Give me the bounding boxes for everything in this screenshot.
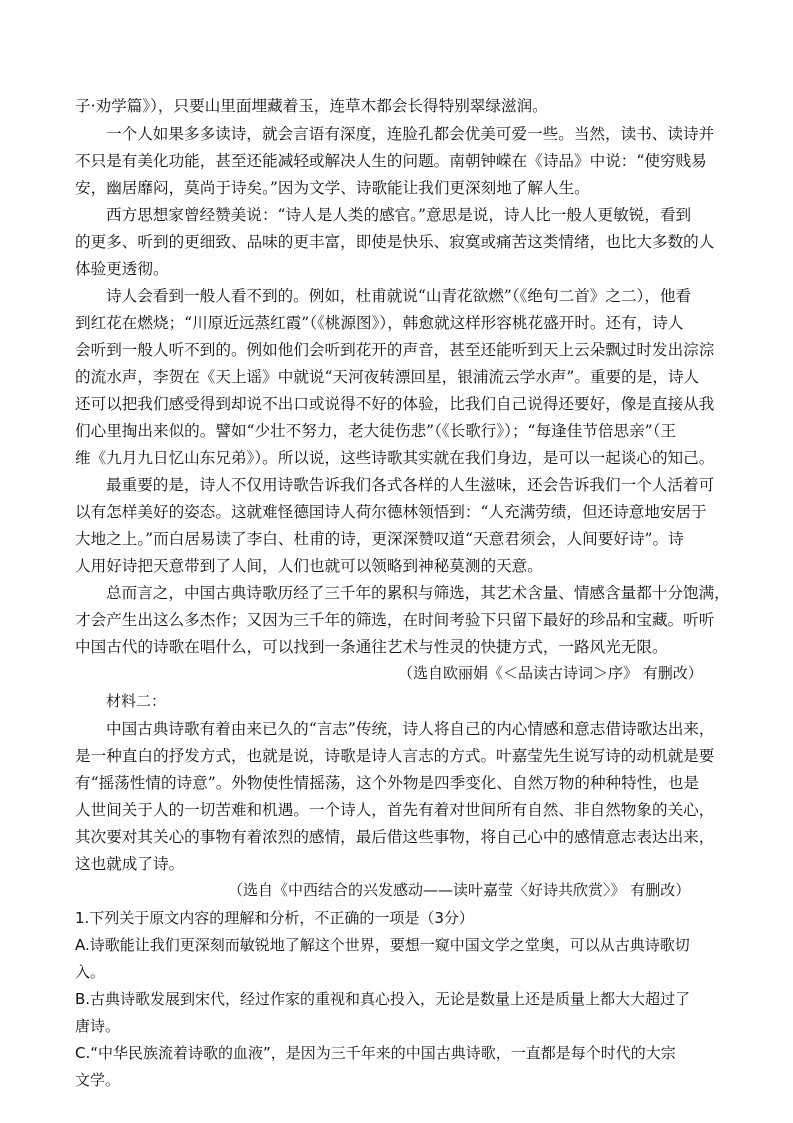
option-a-continued: 入。 xyxy=(75,963,106,981)
source-citation: （选自《中西结合的兴发感动——读叶嘉莹〈好诗共欣赏〉》 有删改） xyxy=(228,881,691,899)
paragraph-line: 有“摇荡性情的诗意”。外物使性情摇荡，这个外物是四季变化、自然万物的种种特性，也是 xyxy=(75,774,700,792)
paragraph-line: 不只是有美化功能，甚至还能减轻或解决人生的问题。南朝钟嵘在《诗品》中说：“使穷贱易 xyxy=(75,152,707,170)
paragraph-line: 的流水声，李贺在《天上谣》中就说“天河夜转漂回星，银浦流云学水声”。重要的是，诗人 xyxy=(75,368,700,386)
paragraph-line: 的更多、听到的更细致、品味的更丰富，即使是快乐、寂寞或痛苦这类情绪，也比大多数的人 xyxy=(75,233,715,251)
paragraph-line: 大地之上。”而白居易读了李白、杜甫的诗，更深深赞叹道“天意君须会，人间要好诗”。诗 xyxy=(75,530,684,548)
paragraph-line: 维《九月九日忆山东兄弟》）。所以说，这些诗歌其实就在我们身边，是可以一起谈心的知己。 xyxy=(75,449,715,467)
paragraph-line: 最重要的是，诗人不仅用诗歌告诉我们各式各样的人生滋味，还会告诉我们一个人活着可 xyxy=(106,476,715,494)
paragraph-line: 体验更透彻。 xyxy=(75,260,169,278)
paragraph-line: 还可以把我们感受得到却说不出口或说得不好的体验，比我们自己说得还要好，像是直接从我 xyxy=(75,395,715,413)
paragraph-line: 到红花在燃烧；“川原近远蒸红霞”（《桃源图》），韩愈就这样形容桃花盛开时。还有，诗人 xyxy=(75,314,684,332)
section-label: 材料二： xyxy=(106,692,167,710)
paragraph-line: 总而言之，中国古典诗歌历经了三千年的累积与筛选，其艺术含量、情感含量都十分饱满， xyxy=(106,584,730,602)
paragraph-line: 中国古典诗歌有着由来已久的“言志”传统，诗人将自己的内心情感和意志借诗歌达出来， xyxy=(106,720,715,738)
question-stem: 1.下列关于原文内容的理解和分析，不正确的一项是（3分） xyxy=(75,909,474,927)
paragraph-line: 会听到一般人听不到的。例如他们会听到花开的声音，甚至还能听到天上云朵飘过时发出淙淙 xyxy=(75,341,715,359)
paragraph-line: 诗人会看到一般人看不到的。例如，杜甫就说“山青花欲燃”（《绝句二首》之二），他看 xyxy=(106,287,692,305)
paragraph-line: 人世间关于人的一切苦难和机遇。一个诗人，首先有着对世间所有自然、非自然物象的关心， xyxy=(75,801,715,819)
paragraph-line: 安，幽居靡闷，莫尚于诗矣。”因为文学、诗歌能让我们更深刻地了解人生。 xyxy=(75,179,590,197)
paragraph-line: 们心里掏出来似的。譬如“少壮不努力，老大徒伤悲”（《长歌行》）；“每逢佳节倍思亲”（王 xyxy=(75,422,677,440)
paragraph-line: 子·劝学篇》），只要山里面埋藏着玉，连草木都会长得特别翠绿滋润。 xyxy=(75,97,548,115)
paragraph-line: 这也就成了诗。 xyxy=(75,855,185,873)
paragraph-line: 中国古代的诗歌在唱什么，可以找到一条通往艺术与性灵的快捷方式，一路风光无限。 xyxy=(75,638,668,656)
paragraph-line: 西方思想家曾经赞美说：“诗人是人类的感官。”意思是说，诗人比一般人更敏锐，看到 xyxy=(106,206,692,224)
paragraph-line: 是一种直白的抒发方式，也就是说，诗歌是诗人言志的方式。叶嘉莹先生说写诗的动机就是要 xyxy=(75,747,715,765)
paragraph-line: 以有怎样美好的姿态。这就难怪德国诗人荷尔德林领悟到：“人充满劳绩，但还诗意地安居于 xyxy=(75,503,707,521)
source-citation: （选自欧丽娟《＜品读古诗词＞序》 有删改） xyxy=(398,664,703,682)
option-b-continued: 唐诗。 xyxy=(75,1017,121,1035)
paragraph-line: 才会产生出这么多杰作；又因为三千年的筛选，在时间考验下只留下最好的珍品和宝藏。听听 xyxy=(75,611,715,629)
option-a: A.诗歌能让我们更深刻而敏锐地了解这个世界，要想一窥中国文学之堂奥，可以从古典诗歌切 xyxy=(75,936,690,954)
paragraph-line: 人用好诗把天意带到了人间，人们也就可以领略到神秘莫测的天意。 xyxy=(75,557,543,575)
paragraph-line: 一个人如果多多读诗，就会言语有深度，连脸孔都会优美可爱一些。当然，读书、读诗并 xyxy=(106,125,715,143)
option-c: C.“中华民族流着诗歌的血液”，是因为三千年来的中国古典诗歌，一直都是每个时代的大宗 xyxy=(75,1044,676,1062)
paragraph-line: 其次要对其关心的事物有着浓烈的感情，最后借这些事物，将自己心中的感情意志表达出来， xyxy=(75,828,715,846)
option-b: B.古典诗歌发展到宋代，经过作家的重视和真心投入，无论是数量上还是质量上都大大超过了 xyxy=(75,990,691,1008)
option-c-continued: 文学。 xyxy=(75,1071,121,1089)
